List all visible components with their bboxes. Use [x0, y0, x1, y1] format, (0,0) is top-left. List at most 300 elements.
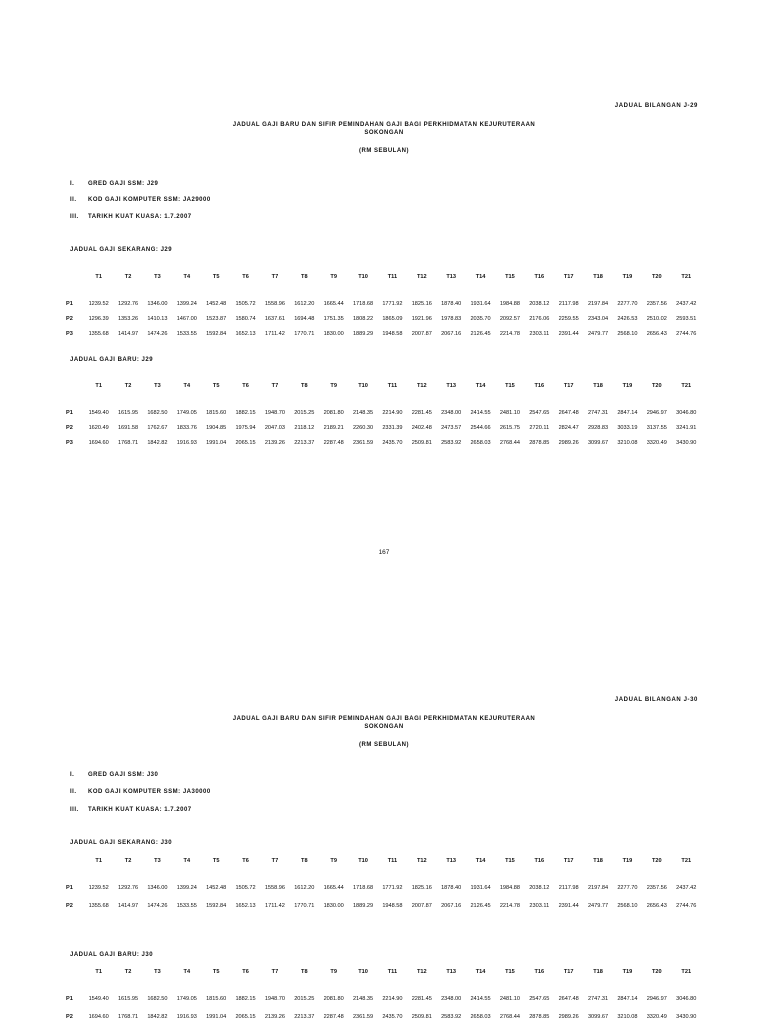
- column-header: T12: [416, 969, 427, 975]
- info-item-date: [70, 807, 192, 813]
- salary-cell: 1682.50: [147, 996, 168, 1002]
- column-header: T17: [563, 969, 574, 975]
- salary-cell: 2481.10: [499, 410, 521, 416]
- salary-cell: 1948.58: [382, 331, 403, 337]
- column-header: T6: [242, 274, 249, 280]
- column-header: T17: [563, 383, 574, 389]
- salary-cell: 1749.05: [176, 996, 197, 1002]
- salary-cell: 2414.55: [470, 996, 491, 1002]
- salary-cell: 1833.76: [176, 425, 197, 431]
- salary-cell: 2015.25: [294, 410, 315, 416]
- salary-cell: 1889.29: [352, 331, 374, 337]
- salary-cell: 2479.77: [587, 331, 609, 337]
- row-label: P3: [66, 440, 73, 446]
- salary-cell: 3320.49: [646, 1014, 667, 1020]
- column-header: T7: [271, 383, 279, 389]
- salary-cell: 2038.12: [529, 885, 550, 891]
- salary-cell: 3046.80: [676, 410, 697, 416]
- salary-cell: 1239.52: [88, 885, 109, 891]
- salary-cell: 2768.44: [499, 440, 521, 446]
- salary-cell: 2214.78: [499, 903, 521, 909]
- column-header: T11: [387, 274, 398, 280]
- column-header: T18: [593, 969, 603, 975]
- salary-cell: 1975.94: [235, 425, 256, 431]
- salary-cell: 1346.00: [147, 301, 168, 307]
- salary-cell: 2435.70: [382, 440, 403, 446]
- row-label: P2: [66, 316, 73, 322]
- salary-cell: 2197.84: [587, 301, 609, 307]
- salary-cell: 1931.64: [470, 885, 491, 891]
- salary-cell: 1762.67: [147, 425, 168, 431]
- salary-cell: 2391.44: [558, 331, 579, 337]
- salary-cell: 1612.20: [294, 301, 315, 307]
- salary-cell: 2656.43: [646, 331, 667, 337]
- column-header: T4: [183, 274, 191, 280]
- column-header: T5: [212, 969, 220, 975]
- info-num: II.: [70, 197, 77, 203]
- salary-cell: 2426.53: [617, 316, 638, 322]
- salary-cell: 1615.95: [117, 996, 139, 1002]
- salary-cell: 2568.10: [617, 331, 638, 337]
- salary-cell: 1592.84: [206, 331, 227, 337]
- salary-cell: 1749.05: [176, 410, 197, 416]
- new-salary-heading: JADUAL GAJI BARU: J30: [70, 952, 154, 958]
- salary-cell: 1889.29: [352, 903, 374, 909]
- salary-cell: 2067.16: [441, 903, 462, 909]
- salary-cell: 2547.65: [529, 410, 550, 416]
- salary-cell: 2277.70: [617, 885, 638, 891]
- column-header: T20: [651, 383, 662, 389]
- salary-cell: 3033.19: [617, 425, 638, 431]
- salary-cell: 1916.93: [176, 1014, 197, 1020]
- column-header: T1: [95, 969, 102, 975]
- salary-cell: 3099.67: [587, 440, 609, 446]
- salary-cell: 2593.51: [676, 316, 697, 322]
- info-text: TARIKH KUAT KUASA: 1.7.2007: [88, 807, 192, 813]
- column-header: T20: [651, 274, 662, 280]
- salary-cell: 2847.14: [617, 410, 638, 416]
- salary-cell: 1652.13: [235, 331, 256, 337]
- column-header: T17: [563, 274, 574, 280]
- column-header: T3: [154, 969, 161, 975]
- salary-cell: 1948.58: [382, 903, 403, 909]
- salary-cell: 1948.70: [264, 410, 286, 416]
- column-header: T2: [124, 858, 132, 864]
- column-header: T3: [154, 858, 161, 864]
- salary-cell: 2260.30: [352, 425, 374, 431]
- salary-cell: 1292.76: [117, 301, 139, 307]
- salary-cell: 3320.49: [646, 440, 667, 446]
- salary-cell: 2747.31: [587, 410, 609, 416]
- salary-cell: 1991.04: [206, 1014, 227, 1020]
- salary-cell: 1771.92: [382, 301, 403, 307]
- document-subtitle: (RM SEBULAN): [359, 742, 409, 748]
- info-num: II.: [70, 789, 77, 795]
- salary-cell: 3137.55: [646, 425, 667, 431]
- column-header: T10: [358, 274, 368, 280]
- column-header: T6: [242, 969, 249, 975]
- column-header: T7: [271, 858, 279, 864]
- column-header: T19: [622, 858, 633, 864]
- column-header: T2: [124, 274, 132, 280]
- column-header: T14: [475, 969, 486, 975]
- salary-cell: 1410.13: [147, 316, 168, 322]
- row-label: P1: [66, 301, 73, 307]
- column-header: T5: [212, 858, 220, 864]
- salary-cell: 2437.42: [676, 301, 697, 307]
- salary-cell: 1984.88: [499, 885, 521, 891]
- column-header: T19: [622, 274, 633, 280]
- column-header: T16: [534, 383, 545, 389]
- salary-cell: 2126.45: [470, 903, 491, 909]
- salary-cell: 2437.42: [676, 885, 697, 891]
- salary-cell: 1768.71: [117, 440, 139, 446]
- column-header: T21: [681, 858, 692, 864]
- column-header: T11: [387, 383, 398, 389]
- salary-cell: 1296.39: [88, 316, 109, 322]
- salary-cell: 1825.16: [411, 301, 432, 307]
- salary-cell: 2847.14: [617, 996, 638, 1002]
- salary-cell: 2148.35: [352, 410, 374, 416]
- salary-cell: 1770.71: [294, 331, 315, 337]
- salary-cell: 1808.22: [352, 316, 374, 322]
- column-header: T13: [446, 858, 456, 864]
- salary-cell: 1842.82: [147, 440, 168, 446]
- salary-cell: 2065.15: [235, 440, 256, 446]
- row-label: P2: [66, 903, 73, 909]
- salary-cell: 3099.67: [587, 1014, 609, 1020]
- salary-cell: 1865.09: [382, 316, 403, 322]
- salary-cell: 1580.74: [235, 316, 256, 322]
- table-row: [66, 885, 701, 903]
- salary-cell: 1558.96: [264, 301, 286, 307]
- salary-cell: 1904.85: [206, 425, 227, 431]
- salary-cell: 2287.48: [323, 440, 344, 446]
- column-header: T15: [505, 383, 515, 389]
- salary-cell: 2281.45: [411, 996, 432, 1002]
- salary-cell: 1694.60: [88, 440, 109, 446]
- salary-cell: 2277.70: [617, 301, 638, 307]
- salary-cell: 2568.10: [617, 903, 638, 909]
- salary-cell: 1694.48: [294, 316, 315, 322]
- salary-cell: 1549.40: [88, 996, 109, 1002]
- column-header: T10: [358, 969, 368, 975]
- column-header: T4: [183, 858, 191, 864]
- salary-cell: 2720.11: [529, 425, 550, 431]
- salary-cell: 1711.42: [265, 331, 285, 337]
- salary-cell: 2015.25: [294, 996, 315, 1002]
- salary-cell: 2357.56: [646, 885, 667, 891]
- salary-cell: 2615.75: [499, 425, 521, 431]
- column-header: T12: [416, 383, 427, 389]
- salary-cell: 2361.59: [352, 440, 374, 446]
- info-text: GRED GAJI SSM: J30: [88, 772, 159, 778]
- column-header: T15: [505, 858, 515, 864]
- column-header: T16: [534, 274, 545, 280]
- salary-cell: 2435.70: [382, 1014, 403, 1020]
- salary-cell: 1399.24: [176, 885, 197, 891]
- salary-cell: 1665.44: [323, 301, 344, 307]
- column-header: T17: [563, 858, 574, 864]
- salary-cell: 2035.70: [470, 316, 491, 322]
- salary-cell: 2259.55: [558, 316, 579, 322]
- salary-cell: 1771.92: [382, 885, 403, 891]
- salary-cell: 2544.66: [470, 425, 491, 431]
- salary-cell: 2509.81: [411, 440, 432, 446]
- salary-cell: 1615.95: [117, 410, 139, 416]
- info-num: III.: [70, 214, 79, 220]
- salary-cell: 1916.93: [176, 440, 197, 446]
- column-header: T10: [358, 383, 368, 389]
- salary-cell: 1474.26: [147, 331, 168, 337]
- column-header: T4: [183, 969, 191, 975]
- salary-cell: 1882.15: [235, 996, 256, 1002]
- salary-cell: 1533.55: [176, 331, 197, 337]
- salary-cell: 2744.76: [676, 331, 697, 337]
- salary-cell: 1984.88: [499, 301, 521, 307]
- salary-cell: 2510.02: [646, 316, 667, 322]
- salary-cell: 2126.45: [470, 331, 491, 337]
- salary-cell: 1353.26: [117, 316, 139, 322]
- document-title-line2: SOKONGAN: [364, 130, 404, 136]
- salary-cell: 1815.60: [206, 410, 227, 416]
- salary-cell: 1768.71: [117, 1014, 139, 1020]
- info-num: III.: [70, 807, 79, 813]
- salary-cell: 1751.35: [323, 316, 344, 322]
- column-header: T14: [475, 383, 486, 389]
- salary-cell: 2117.98: [558, 301, 579, 307]
- salary-cell: 1718.68: [352, 301, 374, 307]
- info-text: TARIKH KUAT KUASA: 1.7.2007: [88, 214, 192, 220]
- column-header: T7: [271, 969, 279, 975]
- salary-cell: 2473.57: [441, 425, 462, 431]
- salary-cell: 2878.85: [529, 440, 550, 446]
- document-title: JADUAL GAJI BARU DAN SIFIR PEMINDAHAN GAJI BAGI PERKHIDMATAN KEJURUTERAAN: [232, 122, 536, 128]
- salary-cell: 2214.90: [382, 996, 403, 1002]
- salary-cell: 2067.16: [441, 331, 462, 337]
- column-header: T21: [681, 383, 692, 389]
- salary-cell: 2092.57: [499, 316, 521, 322]
- column-header: T13: [446, 274, 456, 280]
- column-header: T6: [242, 383, 249, 389]
- column-header: T21: [681, 274, 692, 280]
- schedule-number: JADUAL BILANGAN J-30: [614, 697, 698, 703]
- salary-cell: 2047.03: [264, 425, 286, 431]
- salary-cell: 1878.40: [441, 301, 462, 307]
- info-num: I.: [70, 772, 75, 778]
- column-header: T20: [651, 858, 662, 864]
- table-row: [66, 1014, 701, 1032]
- salary-cell: 3241.91: [676, 425, 697, 431]
- salary-cell: 1637.61: [264, 316, 286, 322]
- salary-cell: 1467.00: [176, 316, 197, 322]
- salary-cell: 1523.87: [206, 316, 227, 322]
- column-header: T8: [301, 969, 308, 975]
- salary-cell: 2481.10: [499, 996, 521, 1002]
- salary-cell: 2148.35: [352, 996, 374, 1002]
- column-header: T9: [330, 383, 337, 389]
- salary-cell: 1882.15: [235, 410, 256, 416]
- column-header: T5: [212, 274, 220, 280]
- salary-cell: 2117.98: [558, 885, 579, 891]
- salary-cell: 2139.26: [264, 1014, 286, 1020]
- column-header: T2: [124, 969, 132, 975]
- column-header: T8: [301, 274, 308, 280]
- column-header: T13: [446, 969, 456, 975]
- salary-cell: 2402.48: [411, 425, 432, 431]
- column-header: T7: [271, 274, 279, 280]
- document-subtitle: (RM SEBULAN): [359, 148, 409, 154]
- salary-cell: 2744.76: [676, 903, 697, 909]
- salary-cell: 1620.49: [88, 425, 109, 431]
- column-header: T8: [301, 858, 308, 864]
- salary-cell: 2583.92: [441, 1014, 462, 1020]
- column-header: T11: [387, 858, 398, 864]
- salary-cell: 1292.76: [117, 885, 139, 891]
- salary-cell: 2213.37: [294, 440, 315, 446]
- salary-cell: 3210.08: [617, 1014, 638, 1020]
- salary-cell: 1815.60: [206, 996, 227, 1002]
- column-header: T1: [95, 858, 102, 864]
- new-salary-table: [66, 969, 701, 1032]
- salary-cell: 2281.45: [411, 410, 432, 416]
- salary-cell: 2214.78: [499, 331, 521, 337]
- salary-cell: 1239.52: [88, 301, 109, 307]
- table-row: [66, 996, 701, 1014]
- column-header: T20: [651, 969, 662, 975]
- column-header: T1: [95, 383, 102, 389]
- column-header: T10: [358, 858, 368, 864]
- salary-cell: 2946.97: [646, 410, 667, 416]
- info-num: I.: [70, 181, 75, 187]
- column-header: T14: [475, 274, 486, 280]
- salary-cell: 1452.48: [206, 301, 227, 307]
- document-title-line2: SOKONGAN: [364, 724, 404, 730]
- salary-cell: 2391.44: [558, 903, 579, 909]
- salary-cell: 2303.11: [529, 903, 550, 909]
- info-text: KOD GAJI KOMPUTER SSM: JA29000: [88, 197, 211, 203]
- column-header: T19: [622, 969, 633, 975]
- column-header: T1: [95, 274, 102, 280]
- salary-cell: 2824.47: [558, 425, 579, 431]
- salary-cell: 1414.97: [117, 903, 139, 909]
- row-label: P1: [66, 885, 73, 891]
- salary-cell: 2331.39: [382, 425, 403, 431]
- salary-cell: 2357.56: [646, 301, 667, 307]
- info-text: KOD GAJI KOMPUTER SSM: JA30000: [88, 789, 211, 795]
- column-header: T9: [330, 969, 337, 975]
- salary-cell: 1931.64: [470, 301, 491, 307]
- column-header: T12: [416, 274, 427, 280]
- salary-cell: 1592.84: [206, 903, 227, 909]
- column-header: T13: [446, 383, 456, 389]
- salary-cell: 1452.48: [206, 885, 227, 891]
- salary-cell: 1682.50: [147, 410, 168, 416]
- row-label: P1: [66, 996, 73, 1002]
- column-header: T21: [681, 969, 692, 975]
- salary-cell: 1718.68: [352, 885, 374, 891]
- current-salary-heading: JADUAL GAJI SEKARANG: J29: [70, 247, 173, 253]
- salary-cell: 1842.82: [147, 1014, 168, 1020]
- column-header: T6: [242, 858, 249, 864]
- salary-cell: 1558.96: [264, 885, 286, 891]
- salary-cell: 1612.20: [294, 885, 315, 891]
- column-header: T18: [593, 274, 603, 280]
- salary-cell: 3430.90: [676, 1014, 697, 1020]
- column-header: T3: [154, 274, 161, 280]
- salary-cell: 2214.90: [382, 410, 403, 416]
- salary-cell: 1878.40: [441, 885, 462, 891]
- column-header: T9: [330, 858, 337, 864]
- salary-cell: 2065.15: [235, 1014, 256, 1020]
- salary-cell: 2479.77: [587, 903, 609, 909]
- page-number: 167: [378, 549, 390, 556]
- salary-cell: 2647.48: [558, 410, 579, 416]
- salary-cell: 2118.12: [294, 425, 315, 431]
- column-header: T2: [124, 383, 132, 389]
- column-header: T12: [416, 858, 427, 864]
- salary-cell: 2547.65: [529, 996, 550, 1002]
- row-label: P1: [66, 410, 73, 416]
- salary-cell: 1355.68: [88, 903, 109, 909]
- salary-cell: 1978.83: [441, 316, 462, 322]
- salary-cell: 2658.03: [470, 1014, 491, 1020]
- salary-cell: 2768.44: [499, 1014, 521, 1020]
- salary-cell: 2303.11: [529, 331, 550, 337]
- salary-cell: 1549.40: [88, 410, 109, 416]
- salary-cell: 1830.00: [323, 331, 344, 337]
- salary-cell: 2361.59: [352, 1014, 374, 1020]
- table-header-row: [66, 858, 701, 885]
- column-header: T8: [301, 383, 308, 389]
- salary-cell: 1665.44: [323, 885, 344, 891]
- column-header: T15: [505, 274, 515, 280]
- salary-cell: 2348.00: [441, 996, 462, 1002]
- salary-cell: 2989.26: [558, 1014, 579, 1020]
- salary-cell: 2509.81: [411, 1014, 432, 1020]
- salary-cell: 1533.55: [176, 903, 197, 909]
- salary-cell: 2007.87: [411, 331, 432, 337]
- info-item-code: [70, 789, 211, 795]
- current-salary-table: [66, 858, 701, 921]
- salary-cell: 2989.26: [558, 440, 579, 446]
- salary-cell: 1505.72: [235, 885, 256, 891]
- salary-cell: 1825.16: [411, 885, 432, 891]
- salary-cell: 2747.31: [587, 996, 609, 1002]
- row-label: P2: [66, 1014, 73, 1020]
- salary-cell: 2928.83: [587, 425, 609, 431]
- salary-cell: 2197.84: [587, 885, 609, 891]
- salary-cell: 1355.68: [88, 331, 109, 337]
- table-header-row: [66, 969, 701, 996]
- salary-cell: 2038.12: [529, 301, 550, 307]
- table-row: [66, 903, 701, 921]
- column-header: T18: [593, 383, 603, 389]
- salary-cell: 3430.90: [676, 440, 697, 446]
- salary-cell: 1770.71: [294, 903, 315, 909]
- header-blank: [66, 969, 84, 996]
- salary-cell: 3046.80: [676, 996, 697, 1002]
- salary-cell: 2583.92: [441, 440, 462, 446]
- salary-cell: 2658.03: [470, 440, 491, 446]
- column-header: T19: [622, 383, 633, 389]
- salary-cell: 2414.55: [470, 410, 491, 416]
- salary-cell: 1652.13: [235, 903, 256, 909]
- salary-cell: 1691.58: [117, 425, 139, 431]
- salary-cell: 1711.42: [265, 903, 285, 909]
- column-header: T11: [387, 969, 398, 975]
- info-text: GRED GAJI SSM: J29: [88, 181, 159, 187]
